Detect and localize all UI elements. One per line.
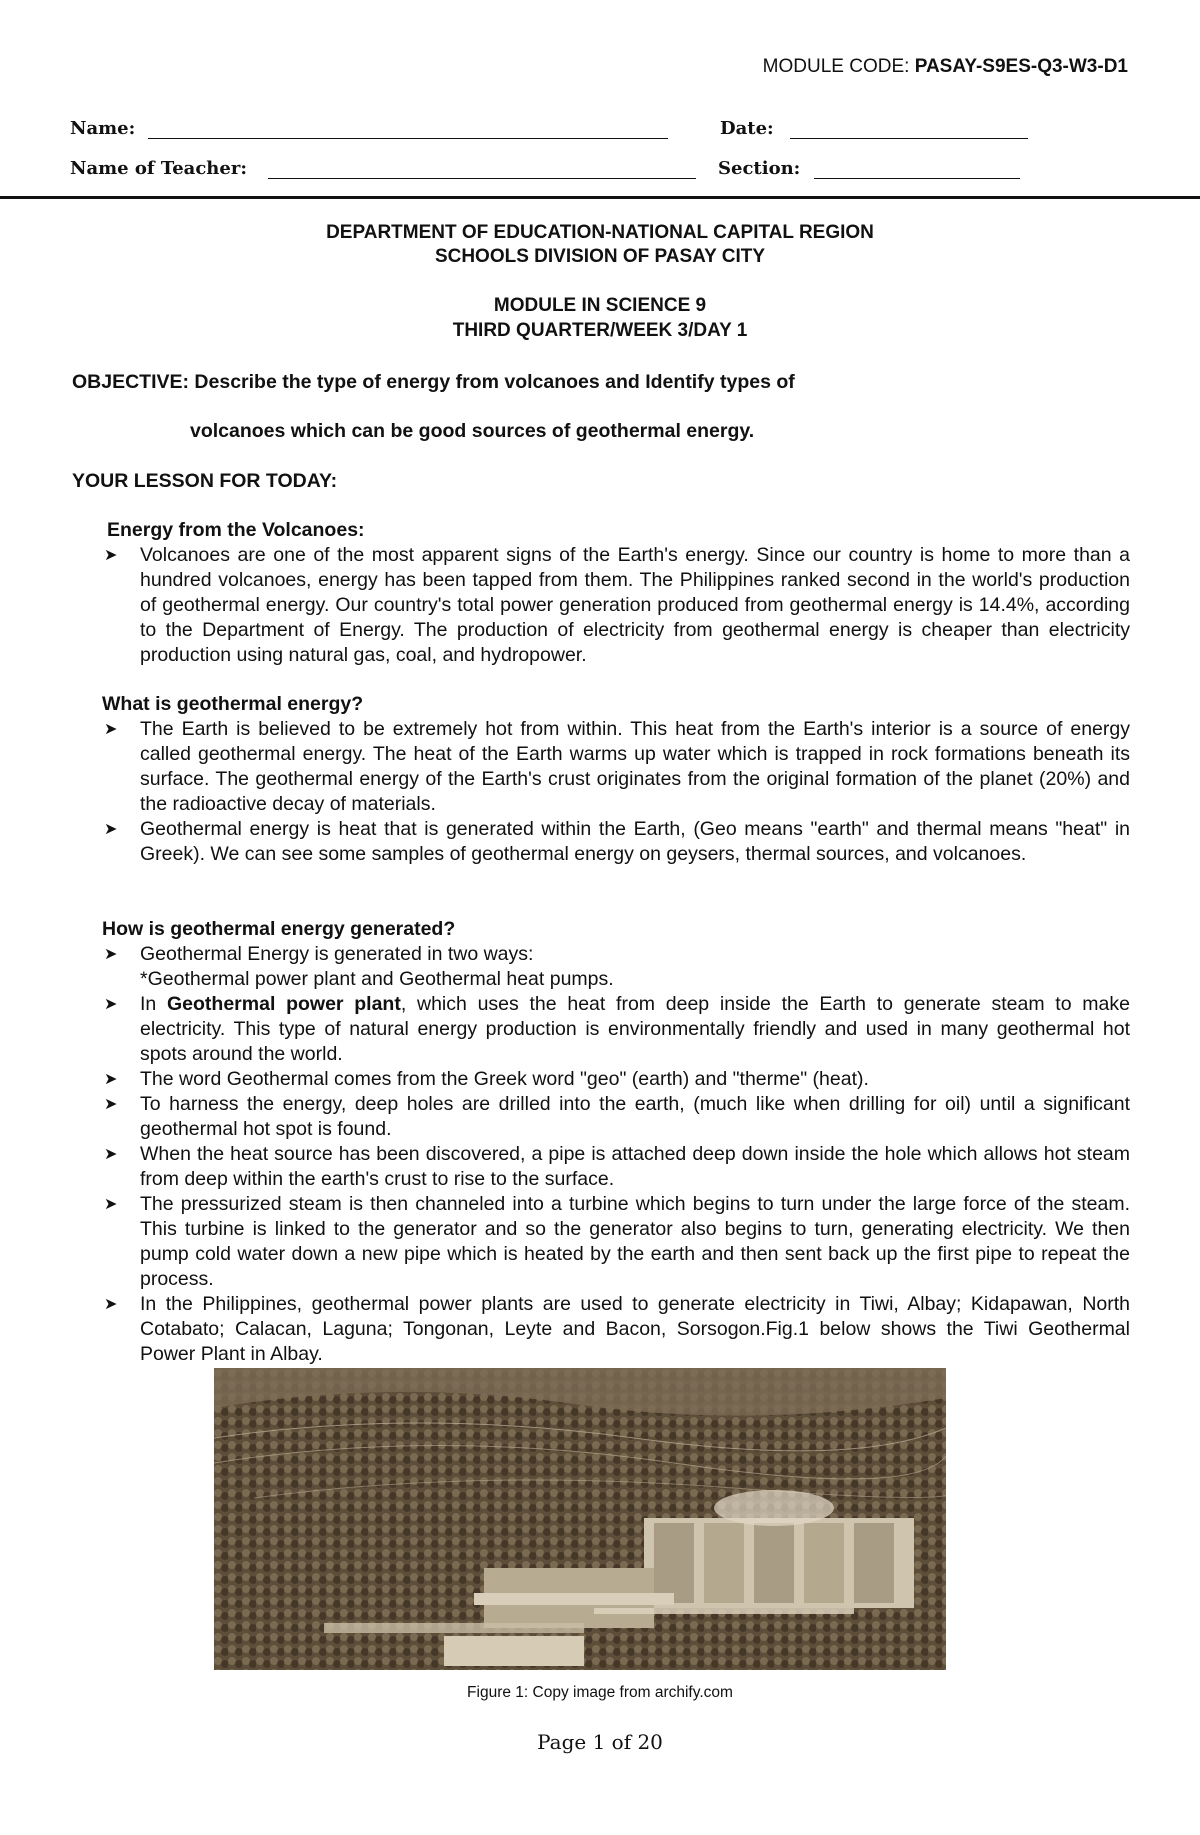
module-title: MODULE IN SCIENCE 9 [493, 295, 707, 316]
how-item-5: When the heat source has been discovered, a pipe is attached deep down inside the hole which allows hot steam from deep within the earth's crust to rise to the surface. [140, 1143, 1130, 1190]
arrow-bullet-icon: ➤ [104, 946, 118, 963]
how-item-4: To harness the energy, deep holes are drilled into the earth, (much like when drilling for oil) until a significant geothermal hot spot is found. [140, 1093, 1130, 1140]
list-item [104, 717, 1130, 817]
name-label: Name: [70, 118, 136, 139]
figure-caption: Figure 1: Copy image from archify.com [467, 1684, 733, 1701]
arrow-bullet-icon: ➤ [104, 821, 118, 838]
how-section [104, 942, 1130, 1367]
how-item-6: The pressurized steam is then channeled into a turbine which begins to turn under the large force of the steam. This turbine is linked to the generator and so the generator also begins to turn, generating electricity. We then pump cold water down a new pipe which is heated by the earth and then sent back up the first pipe to repeat the process. [140, 1193, 1130, 1290]
dept-title: DEPARTMENT OF EDUCATION-NATIONAL CAPITAL REGION [326, 222, 874, 243]
section-label: Section: [718, 158, 801, 179]
name-field-line[interactable] [148, 120, 668, 139]
how-heading: How is geothermal energy generated? [102, 918, 456, 940]
list-item [104, 817, 1130, 867]
list-item [104, 992, 1130, 1067]
division-title: SCHOOLS DIVISION OF PASAY CITY [434, 246, 766, 267]
list-item [104, 1292, 1130, 1367]
how-item-3: The word Geothermal comes from the Greek word "geo" (earth) and "therme" (heat). [140, 1068, 869, 1090]
date-label: Date: [720, 118, 774, 139]
list-item [104, 1067, 1130, 1092]
how-item-2-post: , which uses the heat from deep inside the Earth to generate steam to make electricity. This type of natural energy production is environmentally friendly and used in many geothermal hot spots around the world. [140, 993, 1130, 1065]
arrow-bullet-icon: ➤ [104, 1196, 118, 1213]
arrow-bullet-icon: ➤ [104, 721, 118, 738]
how-item-7: In the Philippines, geothermal power plants are used to generate electricity in Tiwi, Albay; Kidapawan, North Cotabato; Calacan, Laguna; Tongonan, Leyte and Bacon, Sorsogon.Fig.1 below shows the Tiwi Geothermal Power Plant in Albay. [140, 1293, 1130, 1365]
what-item-2: Geothermal energy is heat that is generated within the Earth, (Geo means "earth" and thermal means "heat" in Greek). We can see some samples of geothermal energy on geysers, thermal sources, and volcanoes. [140, 818, 1130, 865]
how-item-2-pre: In [140, 993, 167, 1015]
date-field-line[interactable] [790, 120, 1028, 139]
list-item [104, 1142, 1130, 1192]
what-item-1: The Earth is believed to be extremely hot from within. This heat from the Earth's interior is a source of energy called geothermal energy. The heat of the Earth warms up water which is trapped in rock formations beneath its surface. The geothermal energy of the Earth's crust originates from the original formation of the planet (20%) and the radioactive decay of materials. [140, 718, 1130, 815]
energy-heading: Energy from the Volcanoes: [107, 519, 365, 541]
section-field-line[interactable] [814, 160, 1020, 179]
quarter-title: THIRD QUARTER/WEEK 3/DAY 1 [452, 320, 748, 341]
what-heading: What is geothermal energy? [102, 693, 364, 715]
plant-photo-illustration [214, 1368, 946, 1670]
header-divider [0, 196, 1200, 199]
arrow-bullet-icon: ➤ [104, 1071, 118, 1088]
module-code-label: MODULE CODE: [762, 56, 915, 77]
how-item-2-bold: Geothermal power plant [167, 993, 401, 1015]
arrow-bullet-icon: ➤ [104, 547, 118, 564]
geothermal-plant-photo [214, 1368, 946, 1670]
arrow-bullet-icon: ➤ [104, 996, 118, 1013]
module-code [763, 56, 1128, 78]
list-item [104, 942, 1130, 992]
list-item [104, 1192, 1130, 1292]
arrow-bullet-icon: ➤ [104, 1096, 118, 1113]
module-code-value: PASAY-S9ES-Q3-W3-D1 [914, 56, 1128, 77]
list-item [104, 1092, 1130, 1142]
arrow-bullet-icon: ➤ [104, 1146, 118, 1163]
how-item-1-line-2: *Geothermal power plant and Geothermal heat pumps. [140, 968, 614, 990]
energy-section [104, 543, 1130, 668]
list-item [104, 543, 1130, 668]
how-item-1-line-1: Geothermal Energy is generated in two ways: [140, 943, 534, 965]
teacher-field-line[interactable] [268, 160, 696, 179]
teacher-label: Name of Teacher: [70, 158, 247, 179]
arrow-bullet-icon: ➤ [104, 1296, 118, 1313]
objective-line-2: volcanoes which can be good sources of geothermal energy. [190, 420, 755, 442]
page-number: Page 1 of 20 [537, 1730, 663, 1754]
lesson-heading: YOUR LESSON FOR TODAY: [72, 470, 338, 492]
what-section [104, 717, 1130, 867]
energy-item-1: Volcanoes are one of the most apparent signs of the Earth's energy. Since our country is home to more than a hundred volcanoes, energy has been tapped from them. The Philippines ranked second in the world's production of geothermal energy. Our country's total power generation produced from geothermal energy is 14.4%, according to the Department of Energy. The production of electricity from geothermal energy is cheaper than electricity production using natural gas, coal, and hydropower. [140, 544, 1130, 666]
objective-line-1: OBJECTIVE: Describe the type of energy from volcanoes and Identify types of [72, 371, 795, 393]
